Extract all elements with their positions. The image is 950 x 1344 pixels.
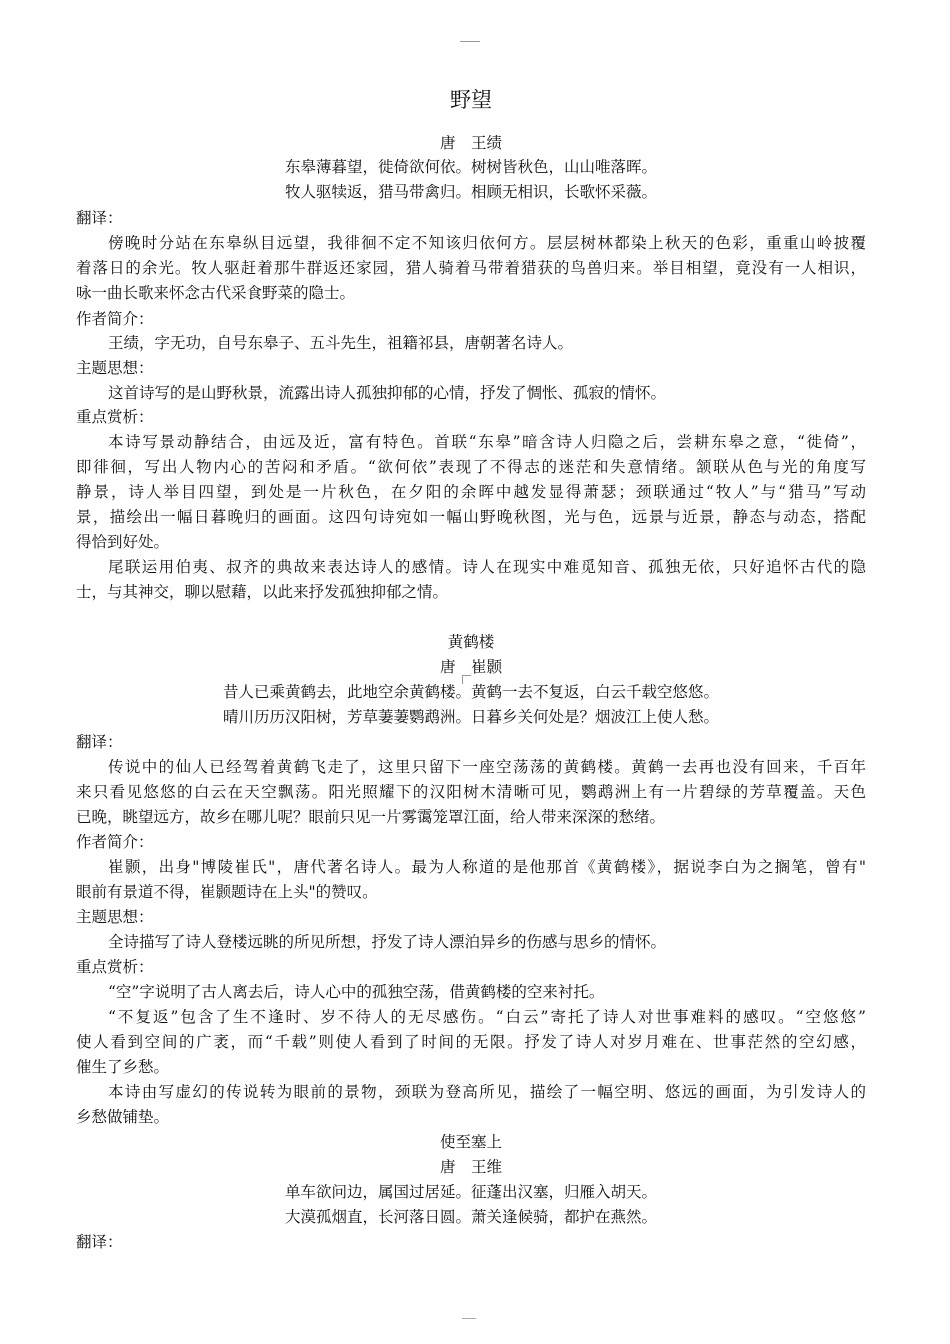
poem1-author-label: 作者简介： <box>76 310 154 328</box>
poem2-theme-label: 主题思想： <box>76 908 154 926</box>
poem1-verse-1: 东皋薄暮望，徙倚欲何依。树树皆秋色，山山唯落晖。 <box>284 158 657 176</box>
poem2-verse-2: 晴川历历汉阳树，芳草萋萋鹦鹉洲。日暮乡关何处是？烟波江上使人愁。 <box>222 708 719 726</box>
poem1-appreciation-line-5: 得恰到好处。 <box>76 533 170 551</box>
poem2-author-intro-line-2: 眼前有景道不得，崔颢题诗在上头"的赞叹。 <box>76 883 378 901</box>
poem2-appreciation-line-1: “空”字说明了古人离去后，诗人心中的孤独空荡，借黄鹤楼的空来衬托。 <box>108 983 605 1001</box>
poem1-appreciation-line-7: 士，与其神交，聊以慰藉，以此来抒发孤独抑郁之情。 <box>76 583 449 601</box>
poem2-author-label: 作者简介： <box>76 833 154 851</box>
poem2-translation-label: 翻译： <box>76 733 123 751</box>
page-top-mark <box>460 41 480 42</box>
poem1-verse-2: 牧人驱犊返，猎马带禽归。相顾无相识，长歌怀采薇。 <box>284 183 657 201</box>
poem1-appreciation-line-3: 静景，诗人举目四望，到处是一片秋色，在夕阳的余晖中越发显得萧瑟；颈联通过“牧人”与“猎马”写动 <box>76 483 866 501</box>
page-bottom-mark <box>462 1318 476 1319</box>
poem1-appreciation-line-2: 即徘徊，写出人物内心的苦闷和矛盾。“欲何依”表现了不得志的迷茫和失意情绪。颔联从色与光的角度写 <box>76 458 866 476</box>
poem2-translation-line-3: 已晚，眺望远方，故乡在哪儿呢？眼前只见一片雾霭笼罩江面，给人带来深深的愁绪。 <box>76 808 666 826</box>
poem3-verse-2: 大漠孤烟直，长河落日圆。萧关逢候骑，都护在燕然。 <box>284 1208 657 1226</box>
poem2-translation-line-1: 传说中的仙人已经驾着黄鹤飞走了，这里只留下一座空荡荡的黄鹤楼。黄鹤一去再也没有回来，千百年 <box>108 758 866 776</box>
poem1-translation-line-1: 傍晚时分站在东皋纵目远望，我徘徊不定不知该归依何方。层层树林都染上秋天的色彩，重重山岭披覆 <box>108 234 866 252</box>
poem2-appreciation-line-4: 催生了乡愁。 <box>76 1058 170 1076</box>
poem1-translation-label: 翻译： <box>76 209 123 227</box>
poem3-author-line: 唐 王维 <box>439 1158 502 1176</box>
poem1-author-line: 唐 王绩 <box>439 134 502 152</box>
poem2-title: 黄鹤楼 <box>447 633 495 651</box>
poem2-author-intro-line-1: 崔颢，出身"博陵崔氏"，唐代著名诗人。最为人称道的是他那首《黄鹤楼》，据说李白为之搁笔，曾有" <box>108 858 866 876</box>
poem3-title: 使至塞上 <box>439 1133 502 1151</box>
poem1-appreciation-line-1: 本诗写景动静结合，由远及近，富有特色。首联“东皋”暗含诗人归隐之后，尝耕东皋之意，“徙倚”， <box>108 433 866 451</box>
poem1-appreciation-line-6: 尾联运用伯夷、叔齐的典故来表达诗人的感情。诗人在现实中难觅知音、孤独无依，只好追怀古代的隐 <box>108 558 866 576</box>
poem2-appreciation-line-3: 使人看到空间的广袤，而“千载”则使人看到了时间的无限。抒发了诗人对岁月难在、世事茫然的空幻感， <box>76 1033 866 1051</box>
poem1-appreciation-line-4: 景，描绘出一幅日暮晚归的画面。这四句诗宛如一幅山野晚秋图，光与色，远景与近景，静态与动态，搭配 <box>76 508 866 526</box>
poem2-author-line: 唐 崔颢 <box>439 658 502 676</box>
poem2-appreciation-line-5: 本诗由写虚幻的传说转为眼前的景物，颈联为登高所见，描绘了一幅空明、悠远的画面，为引发诗人的 <box>108 1083 866 1101</box>
poem1-theme-label: 主题思想： <box>76 359 154 377</box>
poem1-translation-line-3: 咏一曲长歌来怀念古代采食野菜的隐士。 <box>76 284 356 302</box>
poem3-translation-label: 翻译： <box>76 1233 123 1251</box>
poem2-appreciation-label: 重点赏析： <box>76 958 154 976</box>
poem2-translation-line-2: 来只看见悠悠的白云在天空飘荡。阳光照耀下的汉阳树木清晰可见，鹦鹉洲上有一片碧绿的芳草覆盖。天色 <box>76 783 866 801</box>
poem1-appreciation-label: 重点赏析： <box>76 408 154 426</box>
poem1-theme-text: 这首诗写的是山野秋景，流露出诗人孤独抑郁的心情，抒发了惆怅、孤寂的情怀。 <box>108 384 667 402</box>
poem1-author-intro: 王绩，字无功，自号东皋子、五斗先生，祖籍祁县，唐朝著名诗人。 <box>108 334 574 352</box>
poem2-appreciation-line-2: “不复返”包含了生不逢时、岁不待人的无尽感伤。“白云”寄托了诗人对世事难料的感叹。“空悠悠” <box>108 1008 866 1026</box>
poem2-verse-1: 昔人已乘黄鹤去，此地空余黄鹤楼。黄鹤一去不复返，白云千载空悠悠。 <box>222 683 719 701</box>
poem2-theme-text: 全诗描写了诗人登楼远眺的所见所想，抒发了诗人漂泊异乡的伤感与思乡的情怀。 <box>108 933 667 951</box>
poem3-verse-1: 单车欲问边，属国过居延。征蓬出汉塞，归雁入胡天。 <box>284 1183 657 1201</box>
poem1-title: 野望 <box>450 88 492 112</box>
poem2-appreciation-line-6: 乡愁做铺垫。 <box>76 1108 170 1126</box>
poem1-translation-line-2: 着落日的余光。牧人驱赶着那牛群返还家园，猎人骑着马带着猎获的鸟兽归来。举目相望，竟没有一人相识， <box>76 259 866 277</box>
